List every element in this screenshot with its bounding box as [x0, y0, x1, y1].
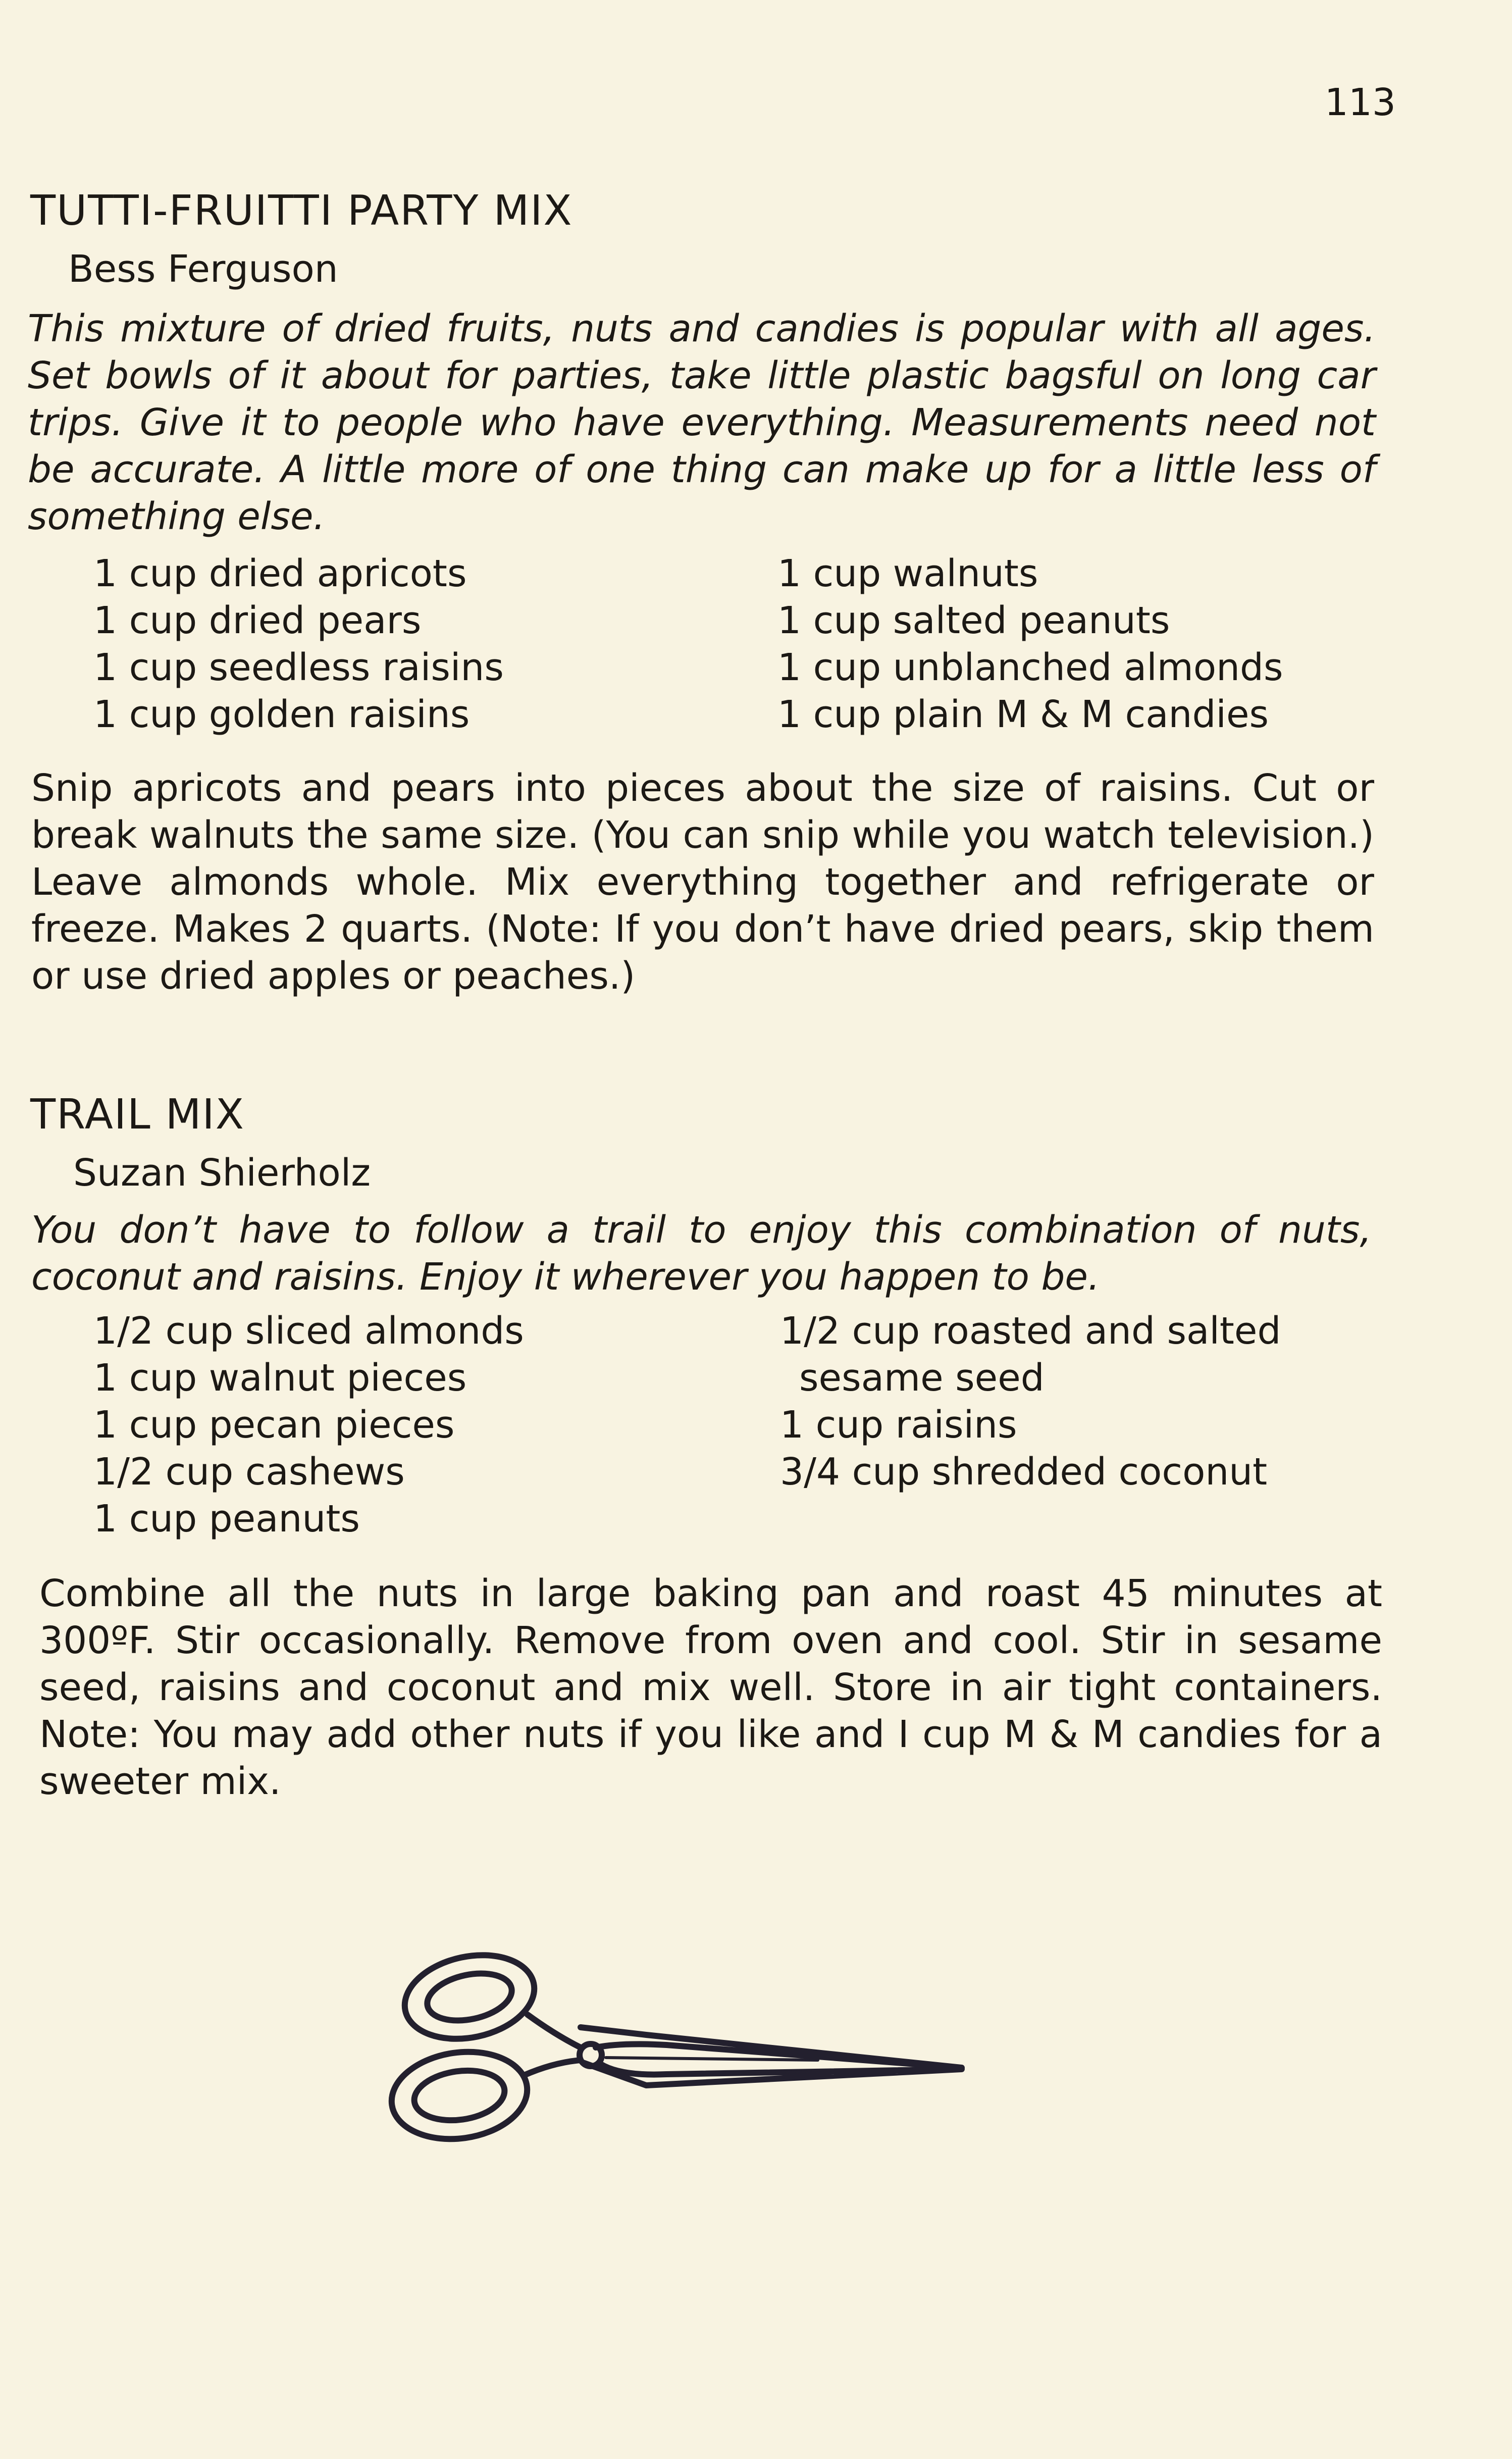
recipe-intro: This mixture of dried fruits, nuts and candies is popular with all ages. Set bowls of it about for parties, take little plastic bagsful on long car trips. Give it to people who have everything. Measurements need not be accurate. A little more of one thing can make up for a little less of something else.: [28, 307, 1376, 538]
recipe-directions: Combine all the nuts in large baking pan and roast 45 minutes at 300ºF. Stir occasionally. Remove from oven and cool. Stir in sesame seed, raisins and coconut and mix well. Store in air tight containers. Note: You may add other nuts if you like and I cup M & M candies for a sweeter mix.: [39, 1572, 1382, 1803]
recipe-title: TRAIL MIX: [30, 1091, 245, 1139]
ingredient-item: 3/4 cup shredded coconut: [780, 1450, 1268, 1494]
ingredient-item: 1 cup plain M & M candies: [777, 693, 1269, 736]
ingredient-item: 1 cup unblanched almonds: [777, 646, 1283, 689]
recipe-directions: Snip apricots and pears into pieces about the size of raisins. Cut or break walnuts the same size. (You can snip while you watch television.) Leave almonds whole. Mix everything together and refrigerate or freeze. Makes 2 quarts. (Note: If you don’t have dried pears, skip them or use dried apples or peaches.): [31, 766, 1374, 998]
ingredient-item: 1 cup golden raisins: [93, 693, 470, 736]
ingredient-item: 1 cup pecan pieces: [93, 1403, 455, 1447]
ingredient-item: 1/2 cup roasted and salted: [780, 1309, 1281, 1353]
recipe-author: Suzan Shierholz: [73, 1151, 371, 1195]
ingredient-item: 1 cup dried apricots: [93, 552, 467, 595]
ingredient-item: 1 cup salted peanuts: [777, 599, 1170, 642]
scissors-icon: [384, 1939, 969, 2181]
ingredient-item: 1 cup walnuts: [777, 552, 1038, 595]
ingredient-item: 1/2 cup cashews: [93, 1450, 405, 1494]
page-number: 113: [1324, 81, 1396, 124]
ingredient-item: 1 cup seedless raisins: [93, 646, 504, 689]
ingredient-item: 1/2 cup sliced almonds: [93, 1309, 524, 1353]
ingredients-left: [93, 550, 504, 738]
recipe-author: Bess Ferguson: [68, 247, 338, 291]
ingredients-left: [93, 1308, 524, 1543]
ingredient-item: 1 cup walnut pieces: [93, 1356, 467, 1400]
ingredient-item: 1 cup peanuts: [93, 1497, 360, 1541]
ingredients-right: [777, 550, 1283, 738]
ingredients-right: [780, 1308, 1281, 1496]
recipe-title: TUTTI-FRUITTI PARTY MIX: [30, 187, 573, 235]
ingredient-item: 1 cup dried pears: [93, 599, 422, 642]
ingredient-item: sesame seed: [799, 1356, 1045, 1400]
recipe-intro: You don’t have to follow a trail to enjoy this combination of nuts, coconut and raisins. Enjoy it wherever you happen to be.: [31, 1208, 1372, 1299]
ingredient-item: 1 cup raisins: [780, 1403, 1017, 1447]
